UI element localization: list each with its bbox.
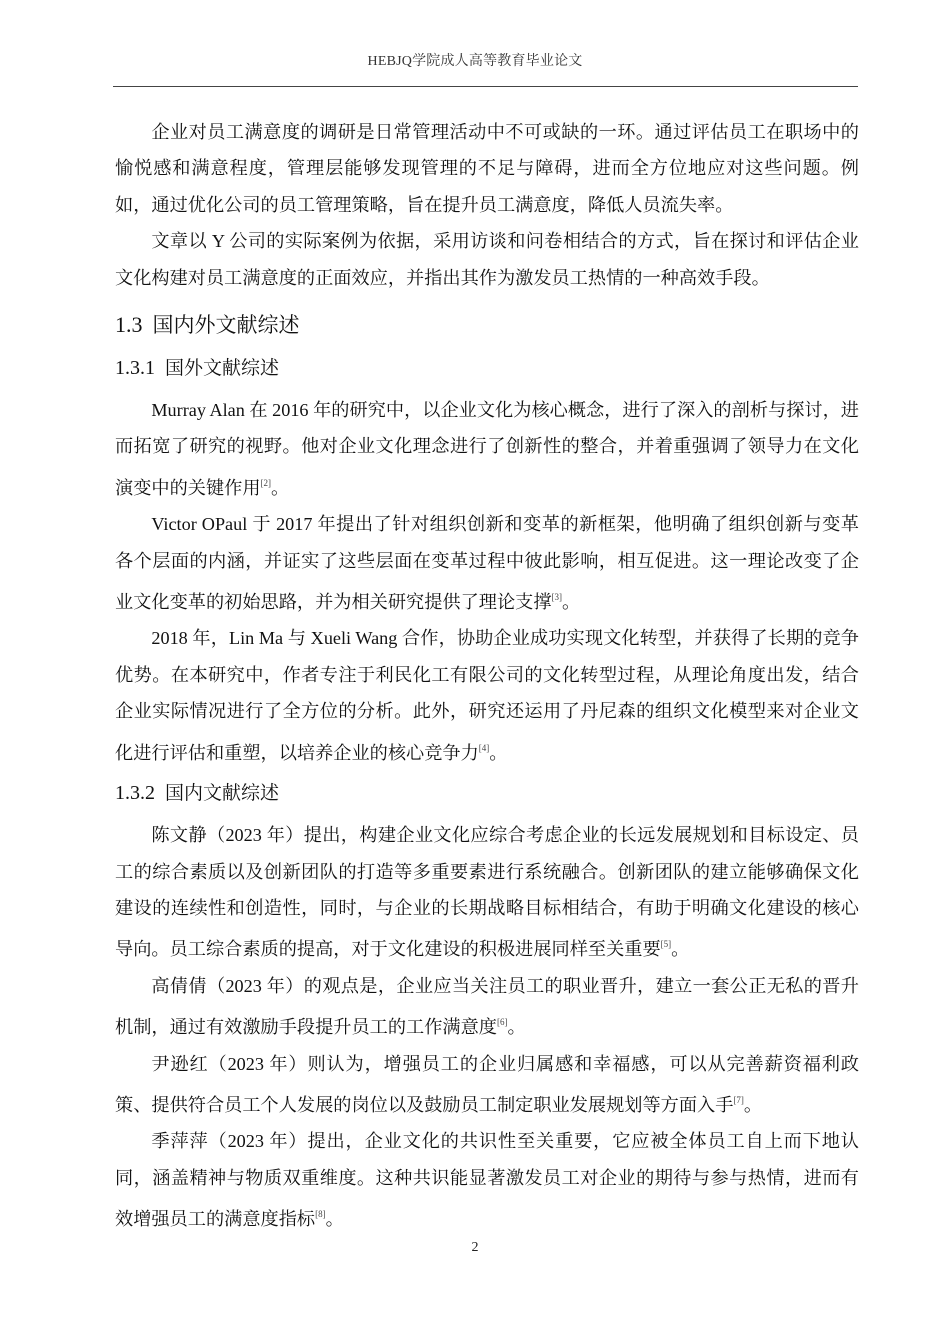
citation-ref[interactable]: [6] bbox=[496, 1017, 508, 1028]
paragraph-tail: 。 bbox=[671, 939, 690, 960]
section-number: 1.3 bbox=[115, 312, 143, 338]
citation-ref[interactable]: [7] bbox=[733, 1094, 744, 1105]
paragraph-text: 尹逊红（2023 年）则认为，增强员工的企业归属感和幸福感，可以从完善薪资福利政策、提供符合员工个人发展的岗位以及鼓励员工制定职业发展规划等方面入手 bbox=[115, 1053, 859, 1115]
paragraph bbox=[115, 1123, 859, 1237]
section-title: 国内外文献综述 bbox=[152, 313, 300, 338]
paragraph-text: 陈文静（2023 年）提出，构建企业文化应综合考虑企业的长远发展规划和目标设定、员工的综合素质以及创新团队的打造等多重要素进行系统融合。创新团队的建立能够确保文化建设的连续性和创造性，同时，与企业的长期战略目标相结合，有助于明确文化建设的核心导向。员工综合素质的提高，对于文化建设的积极进展同样至关重要 bbox=[115, 825, 859, 960]
paragraph-tail: 。 bbox=[325, 1209, 344, 1230]
running-header: HEBJQ学院成人高等教育毕业论文 bbox=[367, 54, 583, 69]
paragraph-tail: 。 bbox=[562, 592, 581, 613]
paragraph-text: 企业对员工满意度的调研是日常管理活动中不可或缺的一环。通过评估员工在职场中的愉悦感和满意程度，管理层能够发现管理的不足与障碍，进而全方位地应对这些问题。例如，通过优化公司的员工管理策略，旨在提升员工满意度，降低人员流失率。 bbox=[115, 122, 859, 215]
citation-ref[interactable]: [8] bbox=[315, 1209, 326, 1220]
paragraph-tail: 。 bbox=[271, 477, 290, 498]
section-number: 1.3.1 bbox=[115, 357, 155, 380]
paragraph bbox=[115, 620, 859, 771]
citation-ref[interactable]: [2] bbox=[260, 477, 272, 488]
paragraph-text: 高倩倩（2023 年）的观点是，企业应当关注员工的职业晋升，建立一套公正无私的晋升机制，通过有效激励手段提升员工的工作满意度 bbox=[115, 975, 859, 1038]
section-heading-1-3 bbox=[115, 310, 859, 340]
section-title: 国外文献综述 bbox=[165, 357, 280, 380]
citation-ref[interactable]: [5] bbox=[660, 939, 672, 950]
paragraph bbox=[115, 1046, 859, 1124]
paragraph-text: 季萍萍（2023 年）提出，企业文化的共识性至关重要，它应被全体员工自上而下地认同，涵盖精神与物质双重维度。这种共识能显著激发员工对企业的期待与参与热情，进而有效增强员工的满意度指标 bbox=[115, 1131, 859, 1230]
paragraph bbox=[115, 968, 859, 1046]
section-heading-1-3-2 bbox=[115, 779, 859, 807]
paragraph bbox=[115, 114, 859, 223]
paragraph-tail: 。 bbox=[743, 1094, 763, 1115]
citation-ref[interactable]: [3] bbox=[551, 592, 563, 603]
paragraph bbox=[115, 506, 859, 620]
paragraph-text: Victor OPaul 于 2017 年提出了针对组织创新和变革的新框架，他明确了组织创新与变革各个层面的内涵，并证实了这些层面在变革过程中彼此影响，相互促进。这一理论改变了企业文化变革的初始思路，并为相关研究提供了理论支撑 bbox=[115, 514, 859, 613]
header-rule bbox=[113, 86, 858, 87]
page-body bbox=[115, 114, 859, 1238]
paragraph bbox=[115, 817, 859, 968]
paragraph bbox=[115, 392, 859, 506]
citation-ref[interactable]: [4] bbox=[478, 742, 490, 753]
paragraph-tail: 。 bbox=[507, 1017, 526, 1038]
section-number: 1.3.2 bbox=[115, 782, 155, 805]
paragraph-text: 文章以 Y 公司的实际案例为依据，采用访谈和问卷相结合的方式，旨在探讨和评估企业文化构建对员工满意度的正面效应，并指出其作为激发员工热情的一种高效手段。 bbox=[115, 231, 859, 288]
section-heading-1-3-1 bbox=[115, 354, 859, 382]
page-number: 2 bbox=[471, 1240, 479, 1255]
paragraph bbox=[115, 223, 859, 296]
paragraph-text: 2018 年，Lin Ma 与 Xueli Wang 合作，协助企业成功实现文化转型，并获得了长期的竞争优势。在本研究中，作者专注于利民化工有限公司的文化转型过程，从理论角度出发，结合企业实际情况进行了全方位的分析。此外，研究还运用了丹尼森的组织文化模型来对企业文化进行评估和重塑，以培养企业的核心竞争力 bbox=[115, 628, 859, 763]
section-title: 国内文献综述 bbox=[165, 782, 280, 805]
paragraph-tail: 。 bbox=[489, 742, 508, 763]
paragraph-text: Murray Alan 在 2016 年的研究中，以企业文化为核心概念，进行了深入的剖析与探讨，进而拓宽了研究的视野。他对企业文化理念进行了创新性的整合，并着重强调了领导力在文化演变中的关键作用 bbox=[115, 400, 859, 498]
